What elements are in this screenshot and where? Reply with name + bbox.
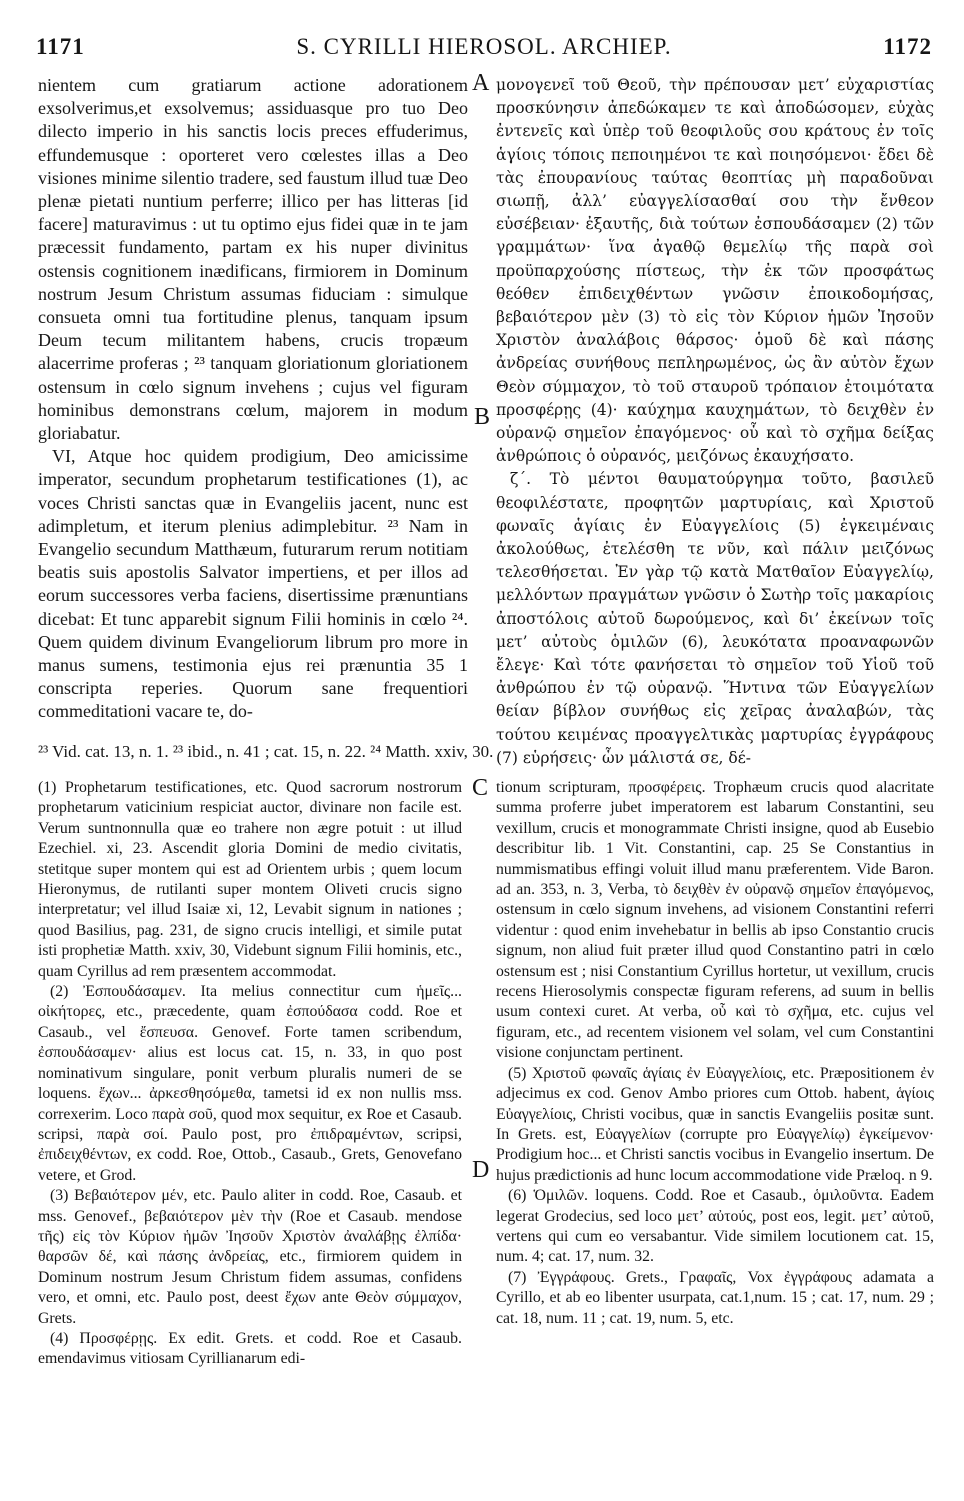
footnote: tionum scripturam, προσφέρεις. Trophæum crucis quod alacritate summa proferre jubet imperatorem est labarum Constantini, seu vexillum, crucis et monogrammate Christi insigne, quod ab Eusebio describitur lib. 1 Vit. Constantini, cap. 25 Se Constantius in nummismatibus effingi voluit illud manu præferentem. Vide Baron. ad an. 353, n. 3, Verba, τὸ δειχθὲν ἐν οὐρανῷ σημεῖον ἐπαγόμενος, ostensum in cœlo signum invehens, ad visionem Constantini referri videntur : quod enim invehebatur in bellis ab ipso Constantio crucis signum, non aliud fuit præter illud quod Constantino patri in cœlo ostensum est ; nisi Constantium Cyrillus hortetur, ut vexillum, crucis recens Hierosolymis conspectæ figuram referens, ad suum in bellis usum contexi curet. At verba, οὗ καὶ τὸ σχῆμα, etc. cujus vel figuram, etc., ad recentem visionem vel solam, vel cum Constantini visione conjunctam pertinent. xyxy=(496,779,934,1062)
footnote: (7) Ἐγγράφους. Grets., Γραφαῖς, Vox ἐγγράφους adamata a Cyrillo, et ab eo libenter usurpata, cat.1,num. 15 ; cat. 17, num. 29 ; cat. 18, num. 11 ; cat. 19, num. 5, etc. xyxy=(496,1268,934,1327)
footnote: (3) Βεβαιότερον μέν, etc. Paulo aliter in codd. Roe, Casaub. et mss. Genovef., βεβαιότερον μὲν τὴν (Roe et Casaub. mendose τῆς) εἰς τὸν Κύριον ἡμῶν Ἰησοῦν Χριστὸν ἀναλάβῃς ἐλπίδα· θαρσῶν δέ, καὶ πάσης ἀνδρείας, etc., firmiorem quidem in Dominum nostrum Jesum Christum fidem assumas, confidens vero, et omni, etc. Paulo post, deest ἔχων ante Θεὸν σύμμαχον, Grets. xyxy=(38,1187,462,1327)
footnote: (1) Prophetarum testificationes, etc. Quod sacrorum nostrorum prophetarum vaticinium respiciat auctor, divinare non facile est. Verum suntnonnulla quæ eo trahere non ægre potuit : ut illud Ezechiel. xi, 23. Ascendit gloria Domini de medio civitatis, stetitque super montem qui est ad Orientem urbis ; quem locum Hieronymus, de rutilanti super montem Oliveti crucis signo interpretatur; vel illud Isaiæ xi, 12, Levabit signum in nationes ; quod Basilius, pag. 231, de signo crucis intelligi, et simile putat isti prophetiæ Matth. xxiv, 30, Videbunt signum Filii hominis, etc., quam Cyrillus ad rem præsentem accommodat. xyxy=(38,779,462,980)
running-title: S. CYRILLI HIEROSOL. ARCHIEP. xyxy=(296,34,672,59)
notes-left-column xyxy=(38,778,462,1483)
latin-paragraph: VI, Atque hoc quidem prodigium, Deo amicissime imperator, secundum prophetarum testificationes (1), ac voces Christi sanctas quæ in Evangeliis jacent, nunc est adimpletum, et iterum plenius adimplebitur. ²³ Nam in Evangelio secundum Matthæum, futurarum rerum notitiam beatis suis apostolis Salvator impertiens, et per illos ad eorum successores verba faciens, disertissime prænuntians dicebat: Et tunc apparebit signum Filii hominis in cœlo ²⁴. Quem quidem divinum Evangeliorum librum pro more in manus sumens, testimonia ejus rei prænuntia 35 1 conscripta reperies. Quorum sane frequentiori commeditationi vacare te, do- xyxy=(38,446,468,722)
section-marker-c: C xyxy=(472,775,489,801)
latin-paragraph: nientem cum gratiarum actione adorationem exsolverimus,et exsolvemus; assiduasque pro tuo Deo dilecto imperio in his sanctis locis preces effuderimus, effundemusque : oporteret vero cœlestes illas a Deo visiones minime silentio tradere, sed faustum illud tuæ Deo plenæ pietati nuntium perferre; illico per has litteras [id facere] maturavimus : ut tu optimo ejus fidei quæ in te jam præcessit fundamento, partam ex his nuper divinitus ostensis cognitionem inædificans, firmiorem in Dominum nostrum Jesum Christum assumas fiduciam : simulque consueta omni tua fortitudine plenus, tanquam ipsum Deum tecum militantem habens, crucis tropæum alacerrime proferas ; ²³ tanquam gloriationum gloriationem ostensum in cœlo signum invehens ; cujus vel figuram hominibus demonstrans cœlum, majorem in modum gloriabatur. xyxy=(38,75,468,444)
greek-paragraph: ζ΄. Τὸ μέντοι θαυματούργημα τοῦτο, βασιλεῦ θεοφιλέστατε, προφητῶν μαρτυρίαις, καὶ Χριστοῦ φωναῖς ἁγίαις ἐν Εὐαγγελίοις (5) ἐγκειμέναις ἀκολούθως, ἐτελέσθη τε νῦν, καὶ πάλιν μειζόνως τελεσθήσεται. Ἐν γὰρ τῷ κατὰ Ματθαῖον Εὐαγγελίῳ, μελλόντων πραγμάτων γνῶσιν ὁ Σωτὴρ τοῖς μακαρίοις ἀποστόλοις αὐτοῦ δωρούμενος, καὶ δι’ ἐκείνων τοῖς μετ’ αὐτοὺς ὁμιλῶν (6), λευκότατα προαναφωνῶν ἔλεγε· Καὶ τότε φανήσεται τὸ σημεῖον τοῦ Υἱοῦ τοῦ ἀνθρώπου ἐν τῷ οὐρανῷ. Ἥντινα τῶν Εὐαγγελίων θείαν βίβλον συνήθως εἰς χεῖρας ἀναλαβών, τὰς τούτου κειμένας προαγγελτικὰς μαρτυρίας ἐγγράφους (7) εὑρήσεις· ὧν μάλιστά σε, δέ- xyxy=(496,470,934,767)
page-number-right: 1172 xyxy=(883,34,932,59)
section-marker-a: A xyxy=(472,70,490,96)
footnote: (6) Ὁμιλῶν. loquens. Codd. Roe et Casaub., ὁμιλοῦντα. Eadem legerat Grodecius, sed loco μετ’ αὐτούς, post eos, legit. μετ’ αὐτοῦ, vertens qui cum eo versabantur. Vide similem locutionem cat. 15, num. 4; cat. 17, num. 32. xyxy=(496,1187,934,1266)
reference-line: ²³ Vid. cat. 13, n. 1. ²³ ibid., n. 41 ; cat. 15, n. 22. ²⁴ Matth. xxiv, 30. xyxy=(38,742,494,761)
section-marker-d: D xyxy=(472,1157,490,1183)
footnote: (2) Ἐσπουδάσαμεν. Ita melius connectitur cum ἡμεῖς... οἰκήτορες, etc., præcedente, quam ἐσπούδασα codd. Roe et Casaub., vel ἔσπευσα. Genovef. Forte tamen scribendum, ἐσπουδάσαμεν· alius est locus cat. 15, n. 33, in quo post nominativum singulare, ponit verbum pluralis numeri de se loquens. ἔχων... ἀρκεσθησόμεθα, tametsi id ex non nullis mss. correxerim. Loco παρὰ σοῦ, quod mox sequitur, ex Roe et Casaub. scripsi, παρὰ σοί. Paulo post, pro ἐπιδραμέντων, scripsi, ἐπιδειχθέντων, ex codd. Roe, Ottob., Casaub., Grets, Genovefano vetere, et Grod. xyxy=(38,983,462,1184)
greek-paragraph: μονογενεῖ τοῦ Θεοῦ, τὴν πρέπουσαν μετ’ εὐχαριστίας προσκύνησιν ἀπεδώκαμεν τε καὶ ἀποδώσομεν, εὐχὰς ἐντενεῖς καὶ ὑπὲρ τοῦ θεοφιλοῦς σου κράτους ἐν τοῖς ἁγίοις τόποις πεποιημένοι τε καὶ ποιησόμενοι· ἔδει δὲ τὰς ἐπουρανίους ταύτας θεοπτίας μὴ παραδοῦναι σιωπῇ, ἀλλ’ εὐαγγελίσασθαί σου τὴν ἔνθεον εὐσέβειαν· ἐξαυτῆς, διὰ τούτων ἐσπουδάσαμεν (2) τῶν γραμμάτων· ἵνα ἀγαθῷ θεμελίῳ τῆς παρὰ σοὶ προϋπαρχούσης πίστεως, τὴν ἐκ τῶν προσφάτως θεόθεν ἐπιδειχθέντων γνῶσιν ἐποικοδομήσας, βεβαιότερον μὲν (3) τὸ εἰς τὸν Κύριον ἡμῶν Ἰησοῦν Χριστὸν ἀναλάβοις θάρσος· ὁμοῦ δὲ καὶ πάσης ἀνδρείας συνήθους πεπληρωμένος, ὡς ἂν αὐτὸν ἔχων Θεὸν σύμμαχον, τὸ τοῦ σταυροῦ τρόπαιον ἑτοιμότατα προσφέρῃς (4)· καύχημα καυχημάτων, τὸ δειχθὲν ἐν οὐρανῷ σημεῖον ἐπαγόμενος· οὗ καὶ τὸ σχῆμα δείξας ἀνθρώποις ὁ οὐρανός, μειζόνως ἐκαυχήσατο. xyxy=(496,76,934,466)
page-header xyxy=(36,34,932,64)
footnote: (5) Χριστοῦ φωναῖς ἁγίαις ἐν Εὐαγγελίοις, etc. Præpositionem ἐν adjecimus ex cod. Genov Ambo priores cum Ottob. habent, ἁγίοις Εὐαγγελίοις, Christi vocibus, quæ in sanctis Evangeliis positæ sunt. In Grets. est, Εὐαγγελίων (corrupte pro Εὐαγγελίῳ) ἐγκείμενον· Prodigium hoc... et Christi sanctis vocibus in Evangelio insertum. De hujus prædictionis ad hunc locum accommodatione vide Præloq. n 9. xyxy=(496,1064,934,1184)
page-number-left: 1171 xyxy=(36,34,85,59)
section-marker-b: B xyxy=(474,404,491,430)
notes-right-column xyxy=(496,778,934,1483)
latin-column xyxy=(38,74,468,738)
greek-column xyxy=(496,74,934,767)
footnote: (4) Προσφέρῃς. Ex edit. Grets. et codd. Roe et Casaub. emendavimus vitiosam Cyrillianarum edi- xyxy=(38,1329,462,1368)
